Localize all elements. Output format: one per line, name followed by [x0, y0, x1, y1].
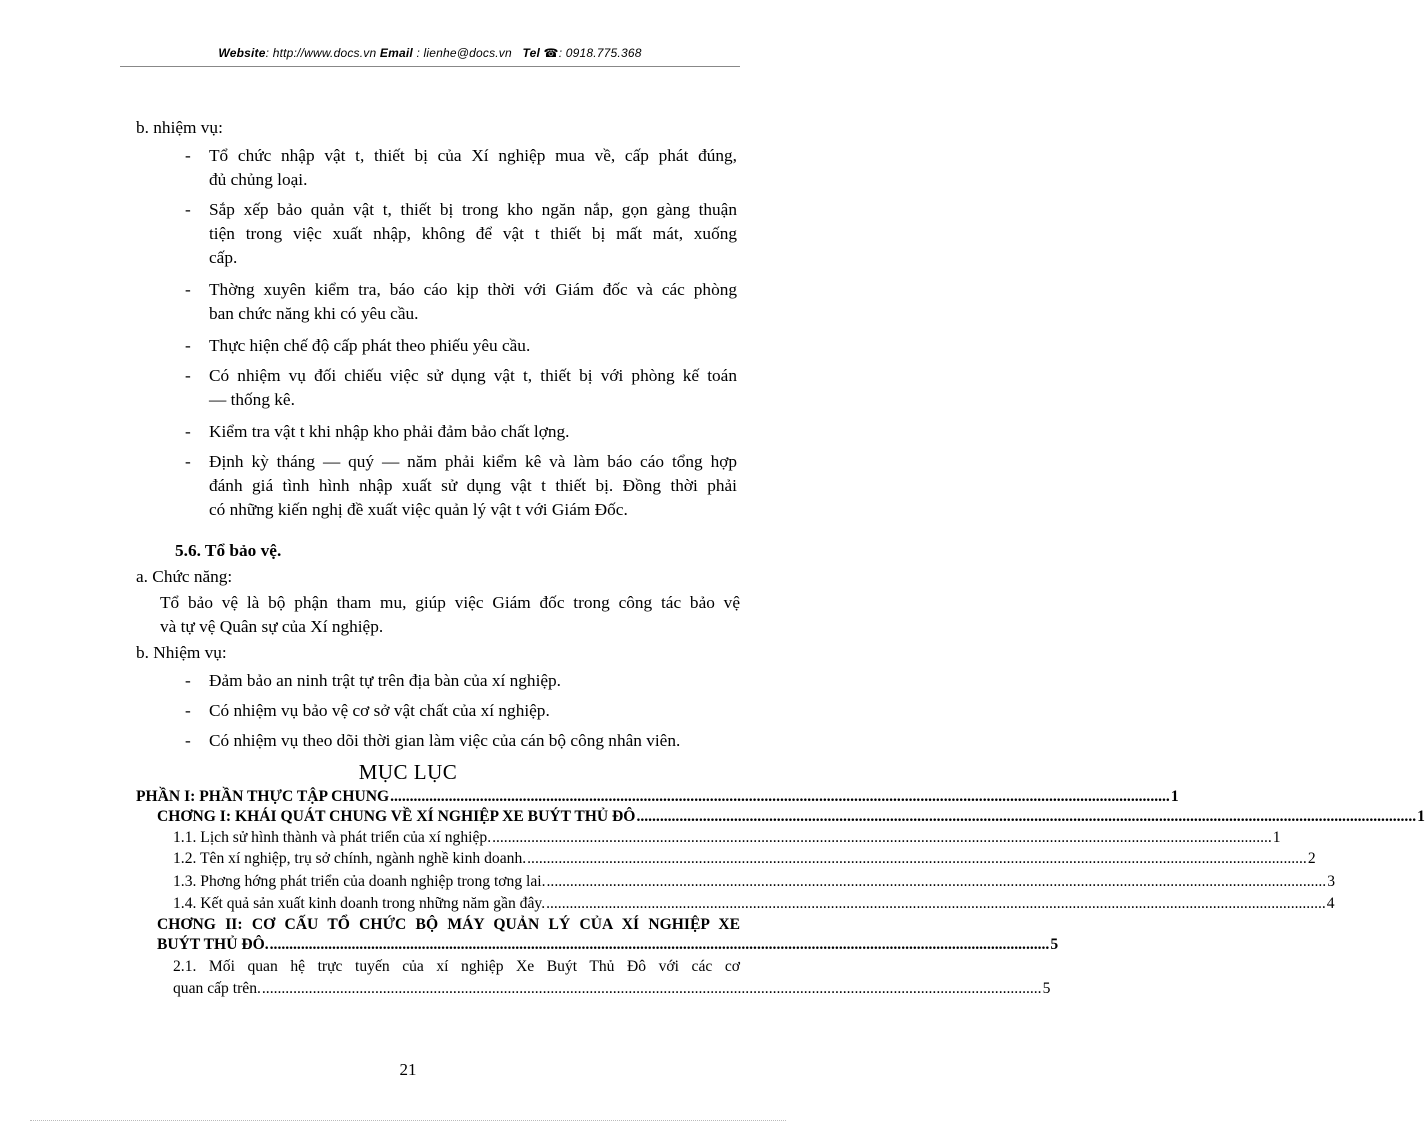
bullet-marker: -: [185, 146, 191, 165]
toc-leader-dots: ........................................................................................................................................................................................................: [546, 895, 1326, 912]
page-number: 21: [399, 1060, 417, 1079]
bullet-marker: -: [185, 200, 191, 219]
section-heading: 5.6. Tổ bảo vệ.: [175, 541, 282, 560]
toc-entry-text: BUÝT THỦ ĐÔ.: [157, 936, 269, 953]
bullet-marker: -: [185, 701, 191, 720]
list-item-line: Tổ chức nhập vật t, thiết bị của Xí nghiệp mua về, cấp phát đúng,: [209, 146, 737, 165]
toc-leader-dots: ........................................................................................................................................................................................................: [636, 808, 1417, 825]
email-value: : lienhe@docs.vn: [412, 46, 512, 60]
email-label: Email: [379, 46, 413, 60]
bullet-marker: -: [185, 731, 191, 750]
telephone-icon: ☎: [543, 46, 559, 60]
bullet-marker: -: [185, 280, 191, 299]
toc-entry[interactable]: [157, 915, 740, 935]
toc-entry[interactable]: [173, 828, 1281, 848]
toc-page-number: 4: [1326, 895, 1335, 912]
bullet-marker: -: [185, 422, 191, 441]
b2-label: b. Nhiệm vụ:: [136, 643, 227, 662]
a-text-line-1: Tổ bảo vệ là bộ phận tham mu, giúp việc Giám đốc trong công tác bảo vệ: [160, 593, 740, 612]
toc-leader-dots: ........................................................................................................................................................................................................: [527, 850, 1307, 867]
list-item-line: đủ chủng loại.: [209, 170, 308, 189]
website-label: Website: [218, 46, 266, 60]
toc-title: MỤC LỤC: [358, 760, 458, 784]
list-item-line: Có nhiệm vụ đối chiếu việc sử dụng vật t, thiết bị với phòng kế toán: [209, 366, 737, 385]
b-label: b. nhiệm vụ:: [136, 118, 223, 137]
list-item: Có nhiệm vụ bảo vệ cơ sở vật chất của xí nghiệp.: [209, 701, 550, 720]
toc-entry[interactable]: [173, 872, 1335, 892]
list-item-line: cấp.: [209, 248, 238, 267]
toc-page-number: 1: [1170, 788, 1179, 805]
toc-page-number: 2: [1307, 850, 1316, 867]
toc-entry-text: PHẦN I: PHẦN THỰC TẬP CHUNG: [136, 788, 390, 805]
toc-entry[interactable]: [173, 849, 1316, 869]
a-text-line-2: và tự vệ Quân sự của Xí nghiệp.: [160, 617, 384, 636]
list-item-line: Kiểm tra vật t khi nhập kho phải đảm bảo chất lợng.: [209, 422, 570, 441]
header-divider: [120, 66, 740, 67]
toc-leader-dots: ........................................................................................................................................................................................................: [390, 788, 1170, 805]
toc-leader-dots: ........................................................................................................................................................................................................: [261, 980, 1042, 997]
toc-leader-dots: ........................................................................................................................................................................................................: [492, 829, 1272, 846]
page-header: [120, 46, 740, 64]
toc-page-number: 3: [1327, 873, 1335, 890]
toc-entry-text: 1.1. Lịch sử hình thành và phát triển của xí nghiệp.: [173, 829, 492, 846]
toc-entry[interactable]: [173, 979, 1051, 999]
list-item-line: Định kỳ tháng — quý — năm phải kiểm kê và làm báo cáo tổng hợp: [209, 452, 737, 471]
list-item-line: có những kiến nghị đề xuất việc quản lý vật t với Giám Đốc.: [209, 500, 628, 519]
toc-page-number: 1: [1272, 829, 1281, 846]
toc-leader-dots: ........................................................................................................................................................................................................: [269, 936, 1050, 953]
tel-value: : 0918.775.368: [558, 46, 642, 60]
list-item-line: — thống kê.: [209, 390, 295, 409]
list-item-line: ban chức năng khi có yêu cầu.: [209, 304, 419, 323]
bullet-marker: -: [185, 671, 191, 690]
toc-entry-text: 1.4. Kết quả sản xuất kinh doanh trong những năm gần đây.: [173, 895, 546, 912]
bullet-marker: -: [185, 366, 191, 385]
website-value: : http://www.docs.vn: [265, 46, 377, 60]
toc-entry-text: quan cấp trên.: [173, 980, 261, 997]
toc-entry[interactable]: [173, 957, 740, 977]
toc-entry[interactable]: [136, 787, 1179, 807]
toc-entry-text: CHƠNG I: KHÁI QUÁT CHUNG VỀ XÍ NGHIỆP XE BUÝT THỦ ĐÔ: [157, 808, 636, 825]
footer-divider: [30, 1120, 786, 1121]
toc-entry[interactable]: [157, 935, 1059, 955]
toc-entry-text: 2.1. Mối quan hệ trực tuyến của xí nghiệp Xe Buýt Thủ Đô với các cơ: [173, 958, 740, 975]
toc-leader-dots: ........................................................................................................................................................................................................: [546, 873, 1327, 890]
bullet-marker: -: [185, 452, 191, 471]
bullet-marker: -: [185, 336, 191, 355]
list-item-line: đánh giá tình hình nhập xuất sử dụng vật t thiết bị. Đồng thời phải: [209, 476, 737, 495]
toc-page-number: 5: [1042, 980, 1051, 997]
toc-page-number: 1: [1417, 808, 1425, 825]
toc-entry-text: 1.3. Phơng hớng phát triển của doanh nghiệp trong tơng lai.: [173, 873, 546, 890]
list-item-line: tiện trong việc xuất nhập, không để vật t thiết bị mất mát, xuống: [209, 224, 737, 243]
list-item-line: Thực hiện chế độ cấp phát theo phiếu yêu cầu.: [209, 336, 531, 355]
toc-entry[interactable]: [157, 807, 1425, 827]
toc-entry-text: CHƠNG II: CƠ CẤU TỔ CHỨC BỘ MÁY QUẢN LÝ CỦA XÍ NGHIỆP XE: [157, 916, 740, 933]
toc-page-number: 5: [1050, 936, 1059, 953]
list-item: Có nhiệm vụ theo dõi thời gian làm việc của cán bộ công nhân viên.: [209, 731, 681, 750]
list-item-line: Thờng xuyên kiểm tra, báo cáo kịp thời với Giám đốc và các phòng: [209, 280, 737, 299]
list-item-line: Sắp xếp bảo quản vật t, thiết bị trong kho ngăn nắp, gọn gàng thuận: [209, 200, 737, 219]
tel-label: Tel: [522, 46, 540, 60]
list-item: Đảm bảo an ninh trật tự trên địa bàn của xí nghiệp.: [209, 671, 562, 690]
toc-entry-text: 1.2. Tên xí nghiệp, trụ sở chính, ngành nghề kinh doanh.: [173, 850, 527, 867]
a-label: a. Chức năng:: [136, 567, 233, 586]
toc-entry[interactable]: [173, 894, 1335, 914]
